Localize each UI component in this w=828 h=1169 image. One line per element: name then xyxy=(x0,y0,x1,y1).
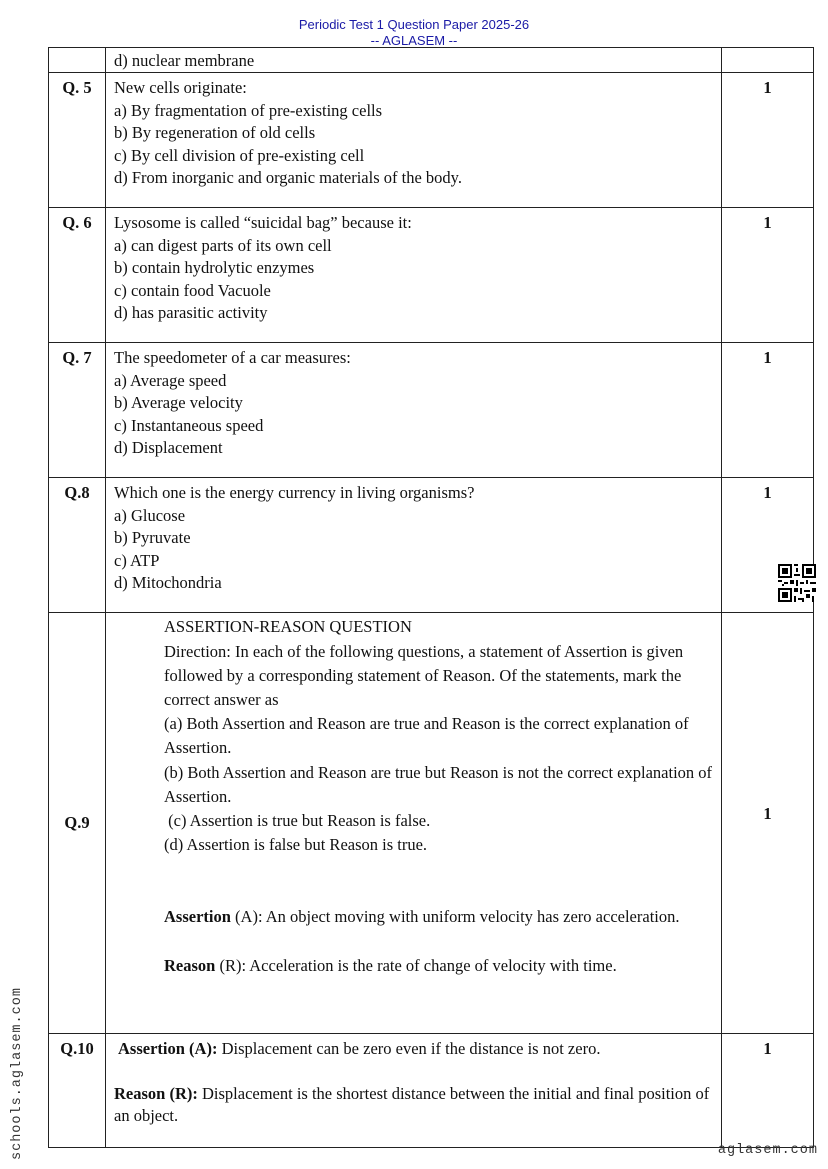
option-a: a) can digest parts of its own cell xyxy=(114,235,332,255)
reason-statement: Reason (R): Acceleration is the rate of change of velocity with time. xyxy=(164,955,617,975)
question-number: Q. 6 xyxy=(49,208,106,343)
question-text-cell xyxy=(106,73,722,208)
option-a: a) Average speed xyxy=(114,370,227,390)
question-stem: The speedometer of a car measures: xyxy=(114,348,351,368)
question-stem: New cells originate: xyxy=(114,78,247,98)
assertion-statement: Assertion (A): An object moving with uniform velocity has zero acceleration. xyxy=(164,907,680,927)
question-text-cell xyxy=(106,1034,722,1148)
marks-cell xyxy=(722,1034,814,1148)
choice-a: (a) Both Assertion and Reason are true and Reason is the correct explanation of Assertion. xyxy=(164,714,689,758)
choice-c: (c) Assertion is true but Reason is false. xyxy=(164,811,431,831)
marks-value: 1 xyxy=(763,1039,772,1059)
reason-statement: Reason (R): Displacement is the shortest distance between the initial and final position of an object. xyxy=(114,1083,710,1126)
option-c: c) By cell division of pre-existing cell xyxy=(114,145,365,165)
marks-cell xyxy=(722,613,814,1034)
marks-value: 1 xyxy=(763,348,772,368)
option-d: d) has parasitic activity xyxy=(114,303,268,323)
assertion-statement: Assertion (A): Displacement can be zero even if the distance is not zero. xyxy=(118,1039,601,1059)
question-text-cell xyxy=(106,48,722,73)
option-a: a) Glucose xyxy=(114,505,186,525)
marks-cell xyxy=(722,343,814,478)
table-row xyxy=(49,478,814,613)
page-header-title: Periodic Test 1 Question Paper 2025-26 xyxy=(298,17,530,32)
option-b: b) Average velocity xyxy=(114,393,243,413)
marks-cell xyxy=(722,73,814,208)
question-stem: Lysosome is called “suicidal bag” because it: xyxy=(114,213,412,233)
option-c: c) ATP xyxy=(114,550,160,570)
choice-b: (b) Both Assertion and Reason are true but Reason is not the correct explanation of Assertion. xyxy=(164,762,713,806)
table-row xyxy=(49,613,814,1034)
question-number-cell xyxy=(49,48,106,73)
question-number: Q. 5 xyxy=(49,73,106,208)
table-row xyxy=(49,48,814,73)
table-row xyxy=(49,343,814,478)
question-text-cell xyxy=(106,343,722,478)
marks-value: 1 xyxy=(763,78,772,98)
question-number: Q. 7 xyxy=(49,343,106,478)
footer-watermark: aglasem.com xyxy=(717,1143,818,1158)
choice-d: (d) Assertion is false but Reason is true. xyxy=(164,835,428,855)
option-b: b) Pyruvate xyxy=(114,528,191,548)
option-c: c) contain food Vacuole xyxy=(114,280,271,300)
question-number: Q.9 xyxy=(49,613,106,1034)
option-b: b) By regeneration of old cells xyxy=(114,123,316,143)
question-number: Q.8 xyxy=(49,478,106,613)
question-text-cell xyxy=(106,613,722,1034)
qr-code xyxy=(778,564,816,602)
option-d: d) Displacement xyxy=(114,438,223,458)
option-b: b) contain hydrolytic enzymes xyxy=(114,258,315,278)
option-d: d) nuclear membrane xyxy=(114,51,255,70)
table-row xyxy=(49,208,814,343)
direction-text: Direction: In each of the following questions, a statement of Assertion is given followed by a corresponding statement of Reason. Of the statements, mark the correct answer as xyxy=(164,641,684,710)
side-watermark: schools.aglasem.com xyxy=(10,987,25,1160)
page-header-source: -- AGLASEM -- xyxy=(370,33,458,48)
table-row xyxy=(49,73,814,208)
option-c: c) Instantaneous speed xyxy=(114,415,264,435)
marks-value: 1 xyxy=(763,483,772,503)
assertion-reason-heading: ASSERTION-REASON QUESTION xyxy=(164,617,412,637)
question-stem: Which one is the energy currency in living organisms? xyxy=(114,483,475,503)
question-number: Q.10 xyxy=(49,1034,106,1148)
option-d: d) From inorganic and organic materials of the body. xyxy=(114,168,462,188)
question-text-cell xyxy=(106,478,722,613)
marks-cell xyxy=(722,208,814,343)
option-d: d) Mitochondria xyxy=(114,573,222,593)
question-text-cell xyxy=(106,208,722,343)
question-table xyxy=(48,47,814,1148)
marks-value: 1 xyxy=(763,213,772,233)
option-a: a) By fragmentation of pre-existing cells xyxy=(114,100,383,120)
table-row xyxy=(49,1034,814,1148)
marks-value: 1 xyxy=(763,804,772,824)
marks-cell xyxy=(722,48,814,73)
